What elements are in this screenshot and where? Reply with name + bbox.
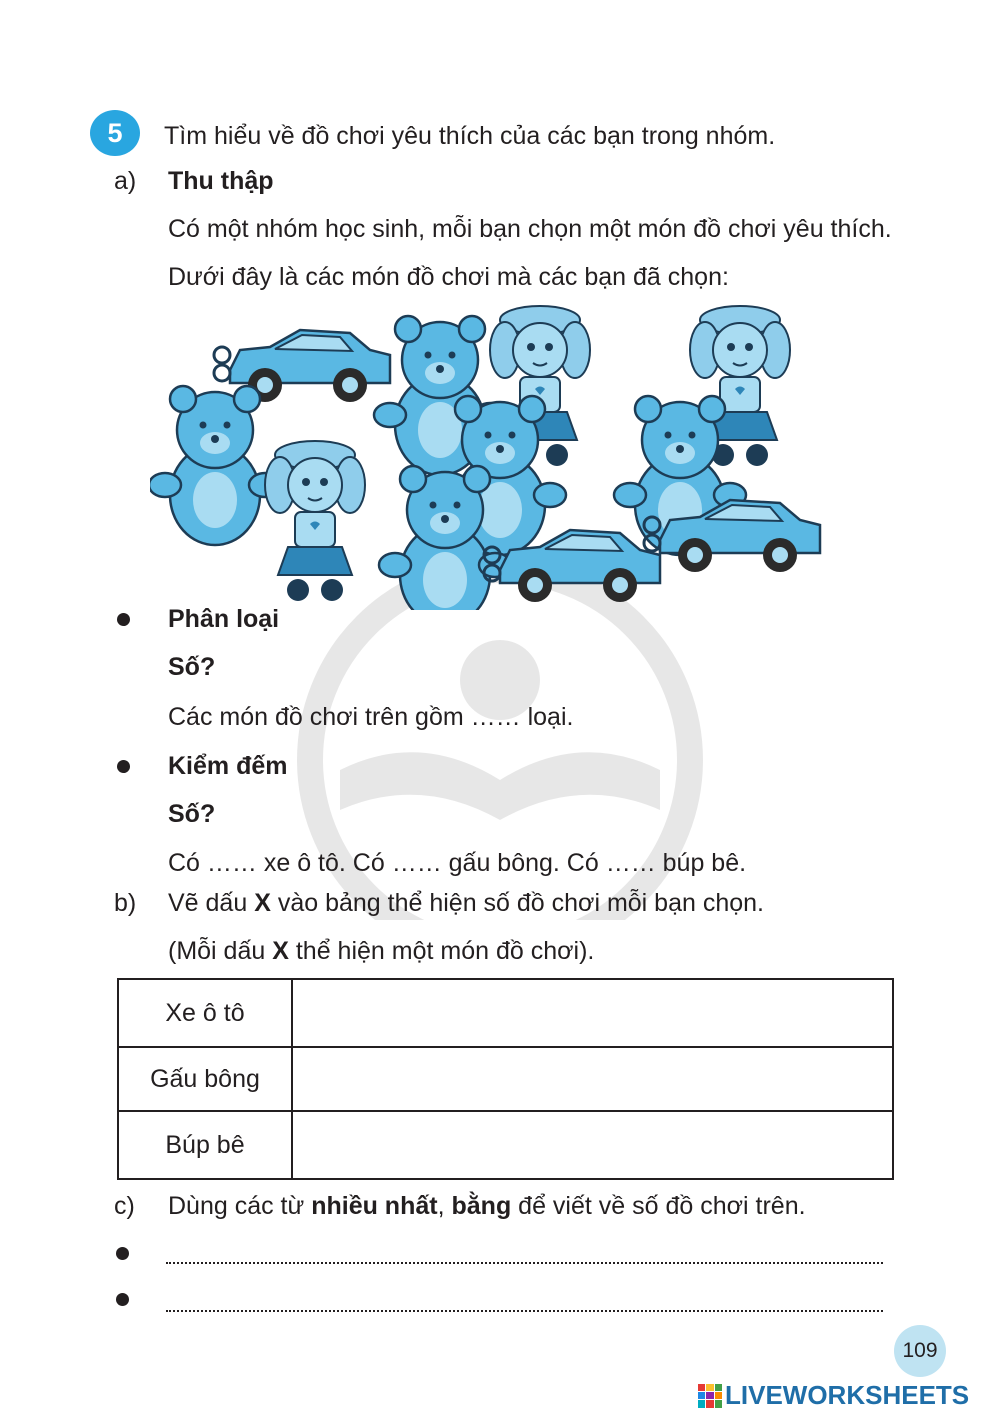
- bullet: [116, 1247, 129, 1260]
- classify-heading: Phân loại: [168, 605, 280, 633]
- part-a-line2: Dưới đây là các món đồ chơi mà các bạn đã chọn:: [168, 263, 729, 291]
- brand-icon: [698, 1384, 722, 1408]
- bullet: [117, 760, 130, 773]
- row-label-bears: Gấu bông: [118, 1047, 292, 1111]
- toys-illustration: [150, 300, 840, 610]
- page-number: 109: [894, 1325, 946, 1377]
- tally-table: [117, 978, 894, 1180]
- bullet: [117, 613, 130, 626]
- answer-line-1[interactable]: [166, 1262, 883, 1264]
- tally-cell-cars[interactable]: [292, 979, 893, 1047]
- answer-line-2[interactable]: [166, 1310, 883, 1312]
- classify-sentence: Các món đồ chơi trên gồm …… loại.: [168, 703, 574, 731]
- exercise-number-badge: 5: [90, 110, 140, 156]
- exercise-title: Tìm hiểu về đồ chơi yêu thích của các bạn trong nhóm.: [164, 122, 776, 150]
- count-heading: Kiểm đếm: [168, 752, 288, 780]
- count-question: Số?: [168, 800, 216, 828]
- part-a-letter: a): [114, 167, 137, 195]
- classify-question: Số?: [168, 653, 216, 681]
- tally-cell-bears[interactable]: [292, 1047, 893, 1111]
- part-b-note: (Mỗi dấu X thể hiện một món đồ chơi).: [168, 937, 595, 965]
- row-label-dolls: Búp bê: [118, 1111, 292, 1179]
- part-a-line1: Có một nhóm học sinh, mỗi bạn chọn một món đồ chơi yêu thích.: [168, 215, 892, 243]
- row-label-cars: Xe ô tô: [118, 979, 292, 1047]
- part-a-heading: Thu thập: [168, 167, 274, 195]
- part-b-letter: b): [114, 889, 137, 917]
- bullet: [116, 1293, 129, 1306]
- part-c-instruction: Dùng các từ nhiều nhất, bằng để viết về số đồ chơi trên.: [168, 1192, 806, 1220]
- brand-logo: LIVEWORKSHEETS: [698, 1380, 969, 1411]
- count-sentence: Có …… xe ô tô. Có …… gấu bông. Có …… búp bê.: [168, 849, 747, 877]
- tally-cell-dolls[interactable]: [292, 1111, 893, 1179]
- part-c-letter: c): [114, 1192, 135, 1220]
- part-b-instruction: Vẽ dấu X vào bảng thể hiện số đồ chơi mỗi bạn chọn.: [168, 889, 764, 917]
